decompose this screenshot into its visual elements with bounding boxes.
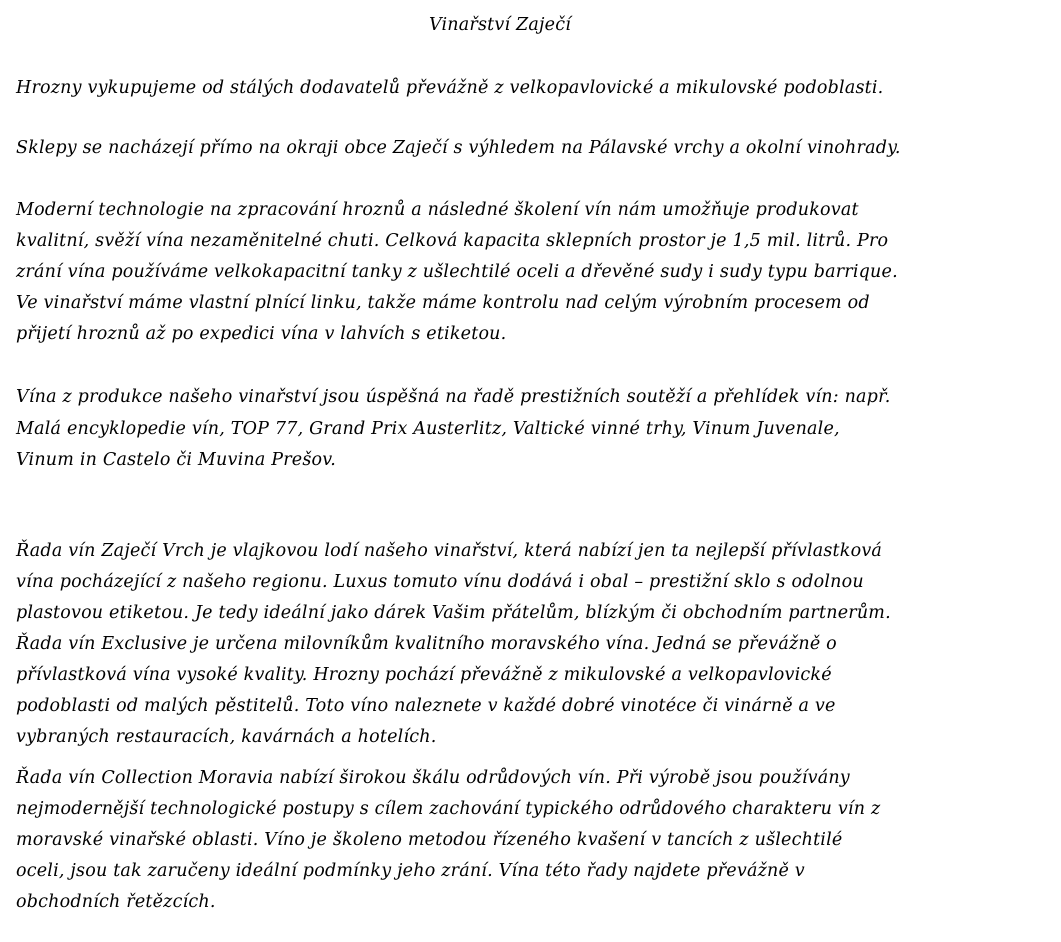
paragraph-awards-line: Malá encyklopedie vín, TOP 77, Grand Prix Austerlitz, Valtické vinné trhy, Vinum Juvenale, bbox=[16, 419, 840, 439]
paragraph-technology-line: Moderní technologie na zpracování hroznů a následné školení vín nám umožňuje produkovat bbox=[16, 200, 859, 220]
paragraph-collection-moravia-line: nejmodernější technologické postupy s cílem zachování typického odrůdového charakteru vín z bbox=[16, 799, 881, 819]
paragraph-exclusive-line: Řada vín Exclusive je určena milovníkům kvalitního moravského vína. Jedná se převážně o bbox=[16, 634, 837, 654]
paragraph-cellars-line: Sklepy se nacházejí přímo na okraji obce Zaječí s výhledem na Pálavské vrchy a okolní vinohrady. bbox=[16, 138, 901, 158]
paragraph-technology-line: kvalitní, svěží vína nezaměnitelné chuti. Celková kapacita sklepních prostor je 1,5 mil. litrů. Pro bbox=[16, 231, 889, 251]
paragraph-awards-line: Vína z produkce našeho vinařství jsou úspěšná na řadě prestižních soutěží a přehlídek vín: např. bbox=[16, 387, 891, 407]
paragraph-zajeci-vrch-line: plastovou etiketou. Je tedy ideální jako dárek Vašim přátelům, blízkým či obchodním partnerům. bbox=[16, 603, 891, 623]
paragraph-suppliers-line: Hrozny vykupujeme od stálých dodavatelů převážně z velkopavlovické a mikulovské podoblasti. bbox=[16, 78, 884, 98]
paragraph-technology-line: zrání vína používáme velkokapacitní tanky z ušlechtilé oceli a dřevěné sudy i sudy typu barrique. bbox=[16, 262, 898, 282]
paragraph-technology-line: Ve vinařství máme vlastní plnící linku, takže máme kontrolu nad celým výrobním procesem od bbox=[16, 293, 870, 313]
paragraph-technology-line: přijetí hroznů až po expedici vína v lahvích s etiketou. bbox=[16, 324, 507, 344]
paragraph-zajeci-vrch-line: vína pocházející z našeho regionu. Luxus tomuto vínu dodává i obal – prestižní sklo s odolnou bbox=[16, 572, 864, 592]
paragraph-exclusive-line: přívlastková vína vysoké kvality. Hrozny pochází převážně z mikulovské a velkopavlovické bbox=[16, 665, 832, 685]
paragraph-collection-moravia-line: obchodních řetězcích. bbox=[16, 892, 216, 912]
paragraph-exclusive-line: podoblasti od malých pěstitelů. Toto víno naleznete v každé dobré vinotéce či vinárně a ve bbox=[16, 696, 836, 716]
document-title: Vinařství Zaječí bbox=[428, 15, 572, 35]
paragraph-awards-line: Vinum in Castelo či Muvina Prešov. bbox=[16, 450, 337, 470]
paragraph-exclusive-line: vybraných restauracích, kavárnách a hotelích. bbox=[16, 727, 437, 747]
paragraph-collection-moravia-line: moravské vinařské oblasti. Víno je školeno metodou řízeného kvašení v tancích z ušlechtilé bbox=[16, 830, 843, 850]
paragraph-zajeci-vrch-line: Řada vín Zaječí Vrch je vlajkovou lodí našeho vinařství, která nabízí jen ta nejlepší přívlastková bbox=[16, 541, 883, 561]
paragraph-collection-moravia-line: oceli, jsou tak zaručeny ideální podmínky jeho zrání. Vína této řady najdete převážně v bbox=[16, 861, 805, 881]
paragraph-collection-moravia-line: Řada vín Collection Moravia nabízí širokou škálu odrůdových vín. Při výrobě jsou používány bbox=[16, 768, 850, 788]
